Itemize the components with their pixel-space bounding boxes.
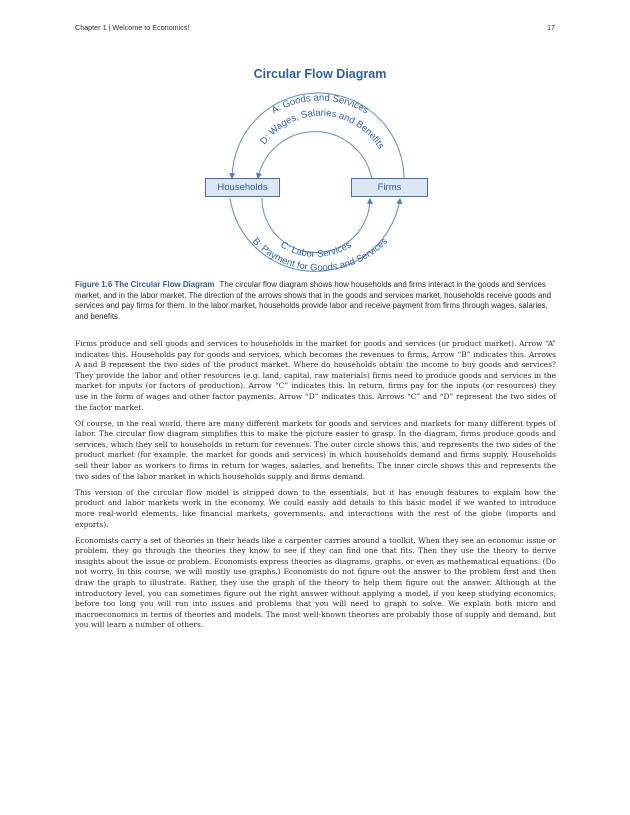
chapter-title: Chapter 1 | Welcome to Economics! <box>75 23 190 32</box>
arrow-b-line <box>230 198 400 271</box>
paragraph: Firms produce and sell goods and services to households in the market for goods and services (or product market). Arrow “A” indicates this. Households pay for goods and services, which becomes the revenues to firms. Arrow “B” indicates this. Arrows A and B represent the two sides of the product market. Where do households obtain the income to buy goods and services? They provide the labor and other resources (e.g. land, capital, raw materials) firms need to produce goods and services in the market for inputs (or factors of production). Arrow “C” indicates this. In return, firms pay for the inputs (or resources) they use in the form of wages and other factor payments. Arrow “D” indicates this. Arrows “C” and “D” represent the two sides of the factor market. <box>75 339 556 412</box>
arrow-d-line <box>258 132 372 180</box>
paragraph: This version of the circular flow model is stripped down to the essentials, but it has enough features to explain how the product and labor markets work in the economy. We could easily add details to this basic model if we wanted to introduce more real-world elements, like financial markets, governments, and interactions with the rest of the globe (imports and exports). <box>75 487 556 529</box>
paragraph: Of course, in the real world, there are many different markets for goods and services and markets for many different types of labor. The circular flow diagram simplifies this to make the picture easier to grasp. In the diagram, firms produce goods and services, which they sell to households in return for revenues. The outer circle shows this, and represents the two sides of the product market (for example, the market for goods and services) in which households demand and firms supply. Households sell their labor as workers to firms in return for wages, salaries, and benefits. The inner circle shows this and represents the two sides of the labor market in which households supply and firms demand. <box>75 418 556 481</box>
arrow-b-label: B: Payment for Goods and Services <box>250 236 390 274</box>
page-number: 17 <box>547 23 555 32</box>
firms-box: Firms <box>351 178 428 197</box>
running-head <box>75 23 555 35</box>
arrow-c-line <box>262 198 370 253</box>
arrow-d-label: D: Wages, Salaries and Benefits <box>258 107 387 152</box>
diagram-title: Circular Flow Diagram <box>253 67 387 81</box>
figure-label: Figure 1.6 The Circular Flow Diagram <box>75 280 215 289</box>
body-text <box>75 339 556 636</box>
paragraph: Economists carry a set of theories in their heads like a carpenter carries around a toolkit. When they see an economic issue or problem, they go through the theories they know to see if they can find one that fits. Then they use the theory to derive insights about the issue or problem. Economists express theories as diagrams, graphs, or even as mathematical equations. (Do not worry. In this course, we will mostly use graphs.) Economists do not figure out the answer to the problem first and then draw the graph to illustrate. Rather, they use the graph of the theory to help them figure out the answer. Although at the introductory level, you can sometimes figure out the right answer without applying a model, if you keep studying economics, before too long you will run into issues and problems that you will need to graph to solve. We explain both micro and macroeconomics in terms of theories and models. The most well-known theories are probably those of supply and demand, but you will learn a number of others. <box>75 535 556 630</box>
circular-flow-diagram <box>200 62 440 282</box>
figure-caption <box>75 280 556 322</box>
figure-caption-text: The circular flow diagram shows how households and firms interact in the goods and services market, and in the labor market. The direction of the arrows shows that in the goods and services market, households receive goods and services and pay firms for them. In the labor market, households provide labor and receive payment from firms through wages, salaries, and benefits. <box>75 280 552 321</box>
arrow-a-label: A: Goods and Services <box>269 92 371 117</box>
households-box: Households <box>205 178 280 197</box>
diagram-arrows <box>200 62 440 282</box>
arrow-c-label: C: Labor Services <box>278 239 354 260</box>
